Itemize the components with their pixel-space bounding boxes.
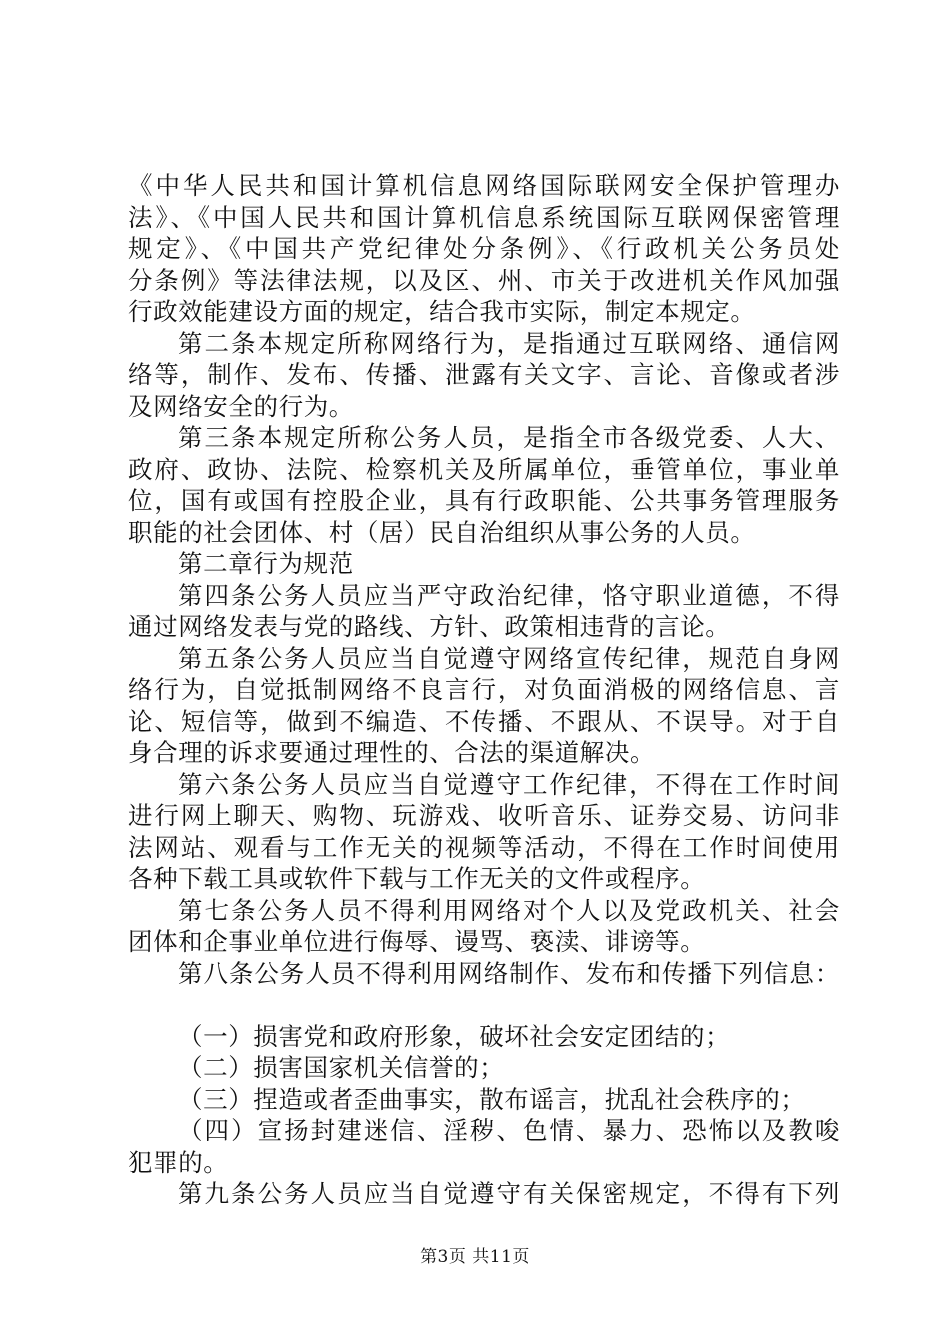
text-line: 第四条公务人员应当严守政治纪律，恪守职业道德，不得 (178, 580, 840, 610)
document-body (128, 170, 840, 1210)
blank-line (128, 989, 840, 1021)
list-item: （四）宣扬封建迷信、淫秽、色情、暴力、恐怖以及教唆 (178, 1116, 840, 1145)
text-line: 第七条公务人员不得利用网络对个人以及党政机关、社会 (178, 895, 840, 925)
chapter-heading: 第二章行为规范 (178, 549, 354, 578)
text-line: 络等，制作、发布、传播、泄露有关文字、言论、音像或者涉 (128, 360, 840, 389)
text-line: 第二条本规定所称网络行为，是指通过互联网络、通信网 (178, 328, 840, 358)
text-line: 第五条公务人员应当自觉遵守网络宣传纪律，规范自身网 (178, 643, 840, 673)
text-line: 犯罪的。 (128, 1147, 229, 1177)
text-line: 团体和企事业单位进行侮辱、谩骂、亵渎、诽谤等。 (128, 927, 706, 956)
list-item: （二）损害国家机关信誉的； (178, 1053, 505, 1082)
page-number-footer: 第3页 共11页 (420, 1247, 530, 1267)
list-item: （一）损害党和政府形象，破坏社会安定团结的； (178, 1021, 731, 1051)
text-line: 行政效能建设方面的规定，结合我市实际，制定本规定。 (128, 297, 756, 326)
text-line: 第八条公务人员不得利用网络制作、发布和传播下列信息： (178, 958, 840, 988)
text-line: 第六条公务人员应当自觉遵守工作纪律，不得在工作时间 (178, 769, 840, 799)
text-line: 第三条本规定所称公务人员，是指全市各级党委、人大、 (178, 423, 840, 452)
text-line: 政府、政协、法院、检察机关及所属单位，垂管单位，事业单 (128, 454, 840, 484)
text-line: 法》、《中国人民共和国计算机信息系统国际互联网保密管理 (128, 202, 840, 232)
text-line: 通过网络发表与党的路线、方针、政策相违背的言论。 (128, 612, 731, 641)
text-line: 《中华人民共和国计算机信息网络国际联网安全保护管理办 (128, 171, 840, 200)
text-line: 及网络安全的行为。 (128, 391, 354, 421)
text-line: 分条例》等法律法规，以及区、州、市关于改进机关作风加强 (128, 265, 840, 295)
text-line: 位，国有或国有控股企业，具有行政职能、公共事务管理服务 (128, 486, 840, 515)
text-line: 法网站、观看与工作无关的视频等活动，不得在工作时间使用 (128, 832, 840, 862)
text-line: 络行为，自觉抵制网络不良言行，对负面消极的网络信息、言 (128, 675, 840, 704)
text-line: 论、短信等，做到不编造、不传播、不跟从、不误导。对于自 (128, 706, 840, 736)
list-item: （三）捏造或者歪曲事实，散布谣言，扰乱社会秩序的； (178, 1084, 806, 1114)
text-line: 身合理的诉求要通过理性的、合法的渠道解决。 (128, 738, 656, 767)
text-line: 职能的社会团体、村（居）民自治组织从事公务的人员。 (128, 517, 756, 547)
text-line: 规定》、《中国共产党纪律处分条例》、《行政机关公务员处 (128, 234, 840, 263)
text-line: 进行网上聊天、购物、玩游戏、收听音乐、证券交易、访问非 (128, 801, 840, 830)
text-line: 第九条公务人员应当自觉遵守有关保密规定，不得有下列 (178, 1179, 840, 1208)
text-line: 各种下载工具或软件下载与工作无关的文件或程序。 (128, 864, 706, 893)
